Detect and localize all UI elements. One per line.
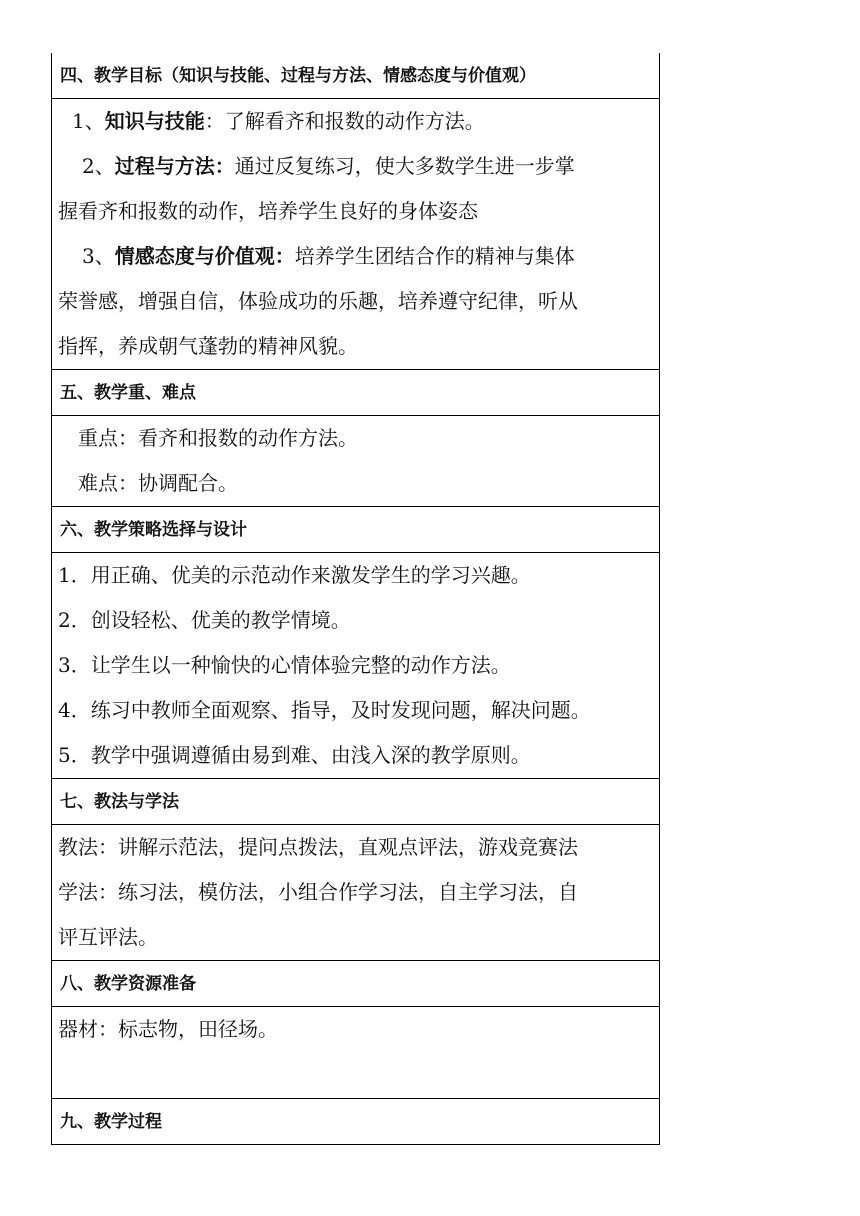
objective-3: 3、情感态度与价值观：培养学生团结合作的精神与集体 — [82, 244, 575, 268]
section-header-process: 九、教学过程 — [51, 1099, 660, 1145]
objective-1-label: 知识与技能 — [104, 109, 205, 133]
section-header-key-points: 五、教学重、难点 — [51, 370, 660, 416]
strategy-item: 3．让学生以一种愉快的心情体验完整的动作方法。 — [58, 653, 511, 677]
empty-space — [58, 1052, 653, 1098]
strategy-item: 5．教学中强调遵循由易到难、由浅入深的教学原则。 — [58, 743, 531, 767]
section-body-objectives — [51, 99, 660, 370]
objective-3-cont-2: 指挥，养成朝气蓬勃的精神风貌。 — [58, 334, 358, 358]
section-body-resources — [51, 1007, 660, 1099]
learning-methods-cont: 评互评法。 — [58, 925, 158, 949]
difficult-point: 难点：协调配合。 — [78, 471, 238, 495]
learning-methods: 学法：练习法，模仿法，小组合作学习法，自主学习法，自 — [58, 880, 578, 904]
objective-3-label: 情感态度与价值观： — [114, 244, 295, 268]
strategy-item: 4．练习中教师全面观察、指导，及时发现问题，解决问题。 — [58, 698, 591, 722]
objective-1: 1、知识与技能：了解看齐和报数的动作方法。 — [72, 109, 485, 133]
section-body-strategy — [51, 553, 660, 779]
section-header-objectives: 四、教学目标（知识与技能、过程与方法、情感态度与价值观） — [51, 53, 660, 99]
section-header-strategy: 六、教学策略选择与设计 — [51, 507, 660, 553]
teaching-methods: 教法：讲解示范法，提问点拨法，直观点评法，游戏竞赛法 — [58, 835, 578, 859]
lesson-plan-table — [51, 53, 660, 1145]
section-body-key-points — [51, 416, 660, 507]
section-header-methods: 七、教法与学法 — [51, 779, 660, 825]
objective-3-cont-1: 荣誉感，增强自信，体验成功的乐趣，培养遵守纪律，听从 — [58, 289, 578, 313]
section-body-methods — [51, 825, 660, 961]
objective-2-cont: 握看齐和报数的动作，培养学生良好的身体姿态 — [58, 199, 478, 223]
key-point: 重点：看齐和报数的动作方法。 — [78, 426, 358, 450]
equipment-line: 器材：标志物，田径场。 — [58, 1017, 278, 1041]
objective-2: 2、过程与方法：通过反复练习，使大多数学生进一步掌 — [82, 154, 575, 178]
objective-2-label: 过程与方法： — [114, 154, 235, 178]
strategy-item: 2．创设轻松、优美的教学情境。 — [58, 608, 351, 632]
strategy-item: 1．用正确、优美的示范动作来激发学生的学习兴趣。 — [58, 563, 531, 587]
section-header-resources: 八、教学资源准备 — [51, 961, 660, 1007]
